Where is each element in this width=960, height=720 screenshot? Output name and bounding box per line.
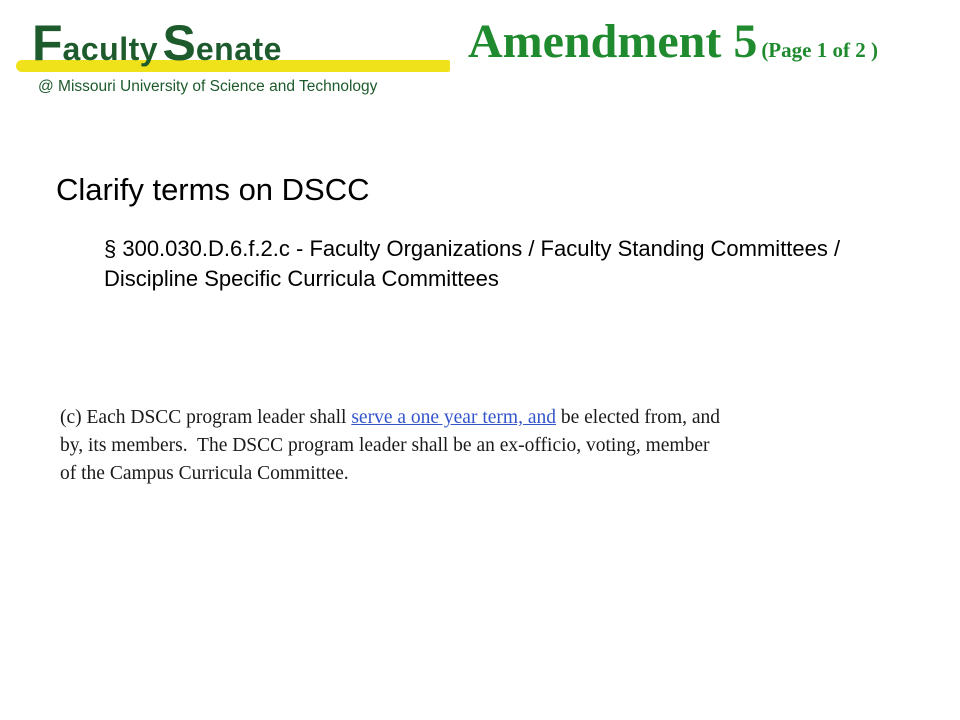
logo-letter-s: S — [162, 15, 196, 71]
amendment-line-2: by, its members. The DSCC program leader shall be an ex-officio, voting, member — [60, 435, 710, 456]
slide-title — [468, 14, 878, 69]
section-reference: § 300.030.D.6.f.2.c - Faculty Organizations / Faculty Standing Committees / Discipline Specific Curricula Committees — [104, 236, 841, 291]
logo-word-aculty: aculty — [62, 31, 159, 67]
logo-subtitle: @ Missouri University of Science and Technology — [38, 78, 378, 95]
page-indicator: (Page 1 of 2 ) — [761, 38, 878, 62]
logo-word-enate: enate — [195, 31, 282, 67]
logo-title — [32, 15, 282, 71]
logo-letter-f: F — [32, 15, 63, 71]
amendment-line-1: (c) Each DSCC program leader shall serve a one year term, and be elected from, and — [60, 407, 721, 428]
amendment-line-3: of the Campus Curricula Committee. — [60, 463, 349, 484]
amendment-text — [60, 404, 900, 488]
amendment-title: Amendment 5 — [468, 15, 758, 68]
slide-heading: Clarify terms on DSCC — [56, 172, 370, 207]
amendment-inserted-text-link[interactable]: serve a one year term, and — [351, 407, 556, 428]
faculty-senate-logo — [14, 12, 454, 102]
